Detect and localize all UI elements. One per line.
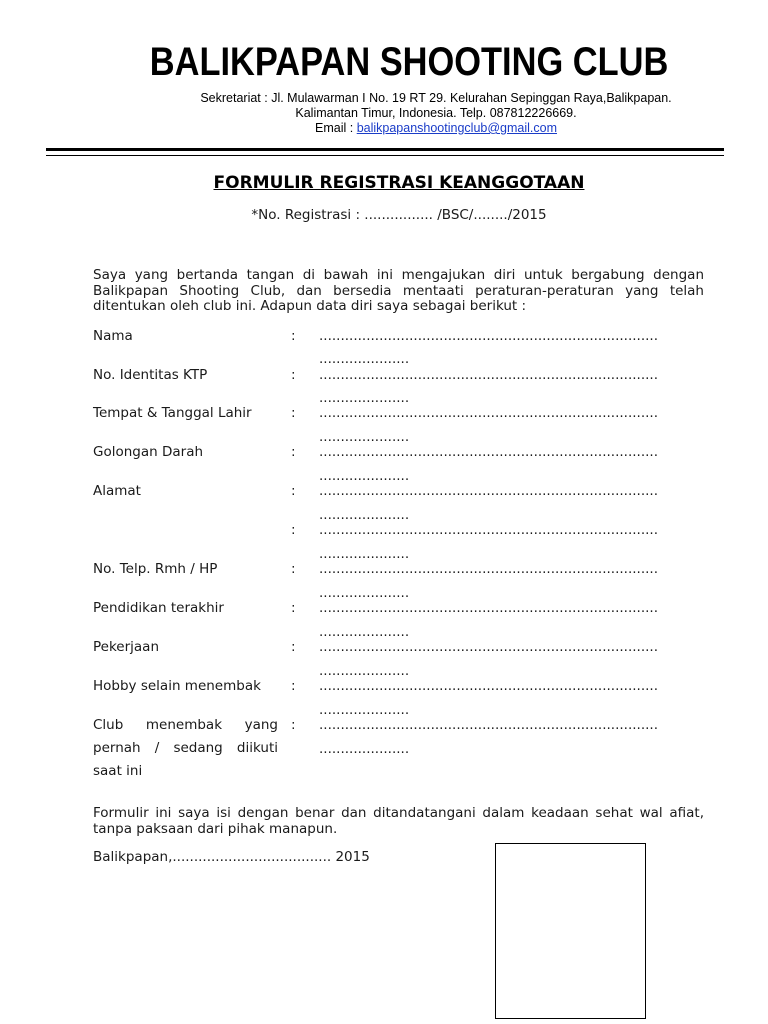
email-link[interactable]: balikpapanshootingclub@gmail.com — [356, 121, 557, 135]
field-input-nama-cont[interactable]: ..................... — [319, 351, 410, 367]
field-input-hobby-cont[interactable]: ..................... — [319, 702, 410, 718]
header-divider-thin — [46, 155, 724, 156]
field-input-golongan-darah-cont[interactable]: ..................... — [319, 468, 410, 484]
field-label-ttl: Tempat & Tanggal Lahir — [93, 405, 252, 421]
field-colon: : — [291, 367, 296, 383]
field-colon: : — [291, 444, 296, 460]
field-colon: : — [291, 483, 296, 499]
field-label-pendidikan: Pendidikan terakhir — [93, 600, 224, 616]
place-date-line[interactable]: Balikpapan,..................................... 2015 — [93, 849, 370, 865]
address-line-2: Kalimantan Timur, Indonesia. Telp. 087812226669. — [295, 106, 577, 120]
field-label-golongan-darah: Golongan Darah — [93, 444, 204, 460]
intro-paragraph: Saya yang bertanda tangan di bawah ini mengajukan diri untuk bergabung dengan Balikpapan Shooting Club, dan bersedia mentaati peraturan-peraturan yang telah ditentukan oleh club ini. Adapun data diri saya sebagai berikut : — [93, 267, 704, 314]
field-input-alamat-2-cont[interactable]: ..................... — [319, 546, 410, 562]
email-label: Email : — [315, 121, 357, 135]
field-label-alamat: Alamat — [93, 483, 141, 499]
field-input-telp[interactable]: ............................................................................... — [319, 561, 659, 577]
field-input-alamat-2[interactable]: ............................................................................... — [319, 522, 659, 538]
field-label-club: Club menembak yang pernah / sedang diikuti saat ini — [93, 717, 278, 779]
field-colon: : — [291, 522, 296, 538]
field-colon: : — [291, 600, 296, 616]
field-label-ktp: No. Identitas KTP — [93, 367, 208, 383]
field-input-ktp[interactable]: ............................................................................... — [319, 367, 659, 383]
photo-box — [495, 843, 646, 1019]
field-colon: : — [291, 405, 296, 421]
field-input-pekerjaan[interactable]: ............................................................................... — [319, 639, 659, 655]
field-colon: : — [291, 639, 296, 655]
field-colon: : — [291, 328, 296, 344]
field-input-ttl-cont[interactable]: ..................... — [319, 429, 410, 445]
field-input-alamat-cont[interactable]: ..................... — [319, 507, 410, 523]
form-title: FORMULIR REGISTRASI KEANGGOTAAN — [213, 173, 585, 193]
field-label-pekerjaan: Pekerjaan — [93, 639, 160, 655]
field-input-club[interactable]: ............................................................................... — [319, 717, 659, 733]
field-colon: : — [291, 678, 296, 694]
field-colon: : — [291, 717, 296, 733]
field-input-telp-cont[interactable]: ..................... — [319, 585, 410, 601]
header-divider-thick — [46, 148, 724, 151]
field-label-nama: Nama — [93, 328, 133, 344]
field-input-nama[interactable]: ............................................................................... — [319, 328, 659, 344]
field-input-pendidikan[interactable]: ............................................................................... — [319, 600, 659, 616]
field-input-golongan-darah[interactable]: ............................................................................... — [319, 444, 659, 460]
field-label-telp: No. Telp. Rmh / HP — [93, 561, 218, 577]
field-input-alamat[interactable]: ............................................................................... — [319, 483, 659, 499]
field-label-hobby: Hobby selain menembak — [93, 678, 261, 694]
field-input-ktp-cont[interactable]: ..................... — [319, 390, 410, 406]
address-line-1: Sekretariat : Jl. Mulawarman I No. 19 RT 29. Kelurahan Sepinggan Raya,Balikpapan. — [200, 91, 672, 105]
field-input-ttl[interactable]: ............................................................................... — [319, 405, 659, 421]
field-input-pendidikan-cont[interactable]: ..................... — [319, 624, 410, 640]
field-input-hobby[interactable]: ............................................................................... — [319, 678, 659, 694]
field-input-club-cont[interactable]: ..................... — [319, 741, 410, 757]
field-colon: : — [291, 561, 296, 577]
registration-number: *No. Registrasi : ................ /BSC/......../2015 — [251, 207, 547, 223]
field-input-pekerjaan-cont[interactable]: ..................... — [319, 663, 410, 679]
email-line — [100, 121, 768, 136]
closing-statement: Formulir ini saya isi dengan benar dan ditandatangani dalam keadaan sehat wal afiat, tanpa paksaan dari pihak manapun. — [93, 805, 704, 837]
club-name: BALIKPAPAN SHOOTING CLUB — [149, 40, 669, 84]
